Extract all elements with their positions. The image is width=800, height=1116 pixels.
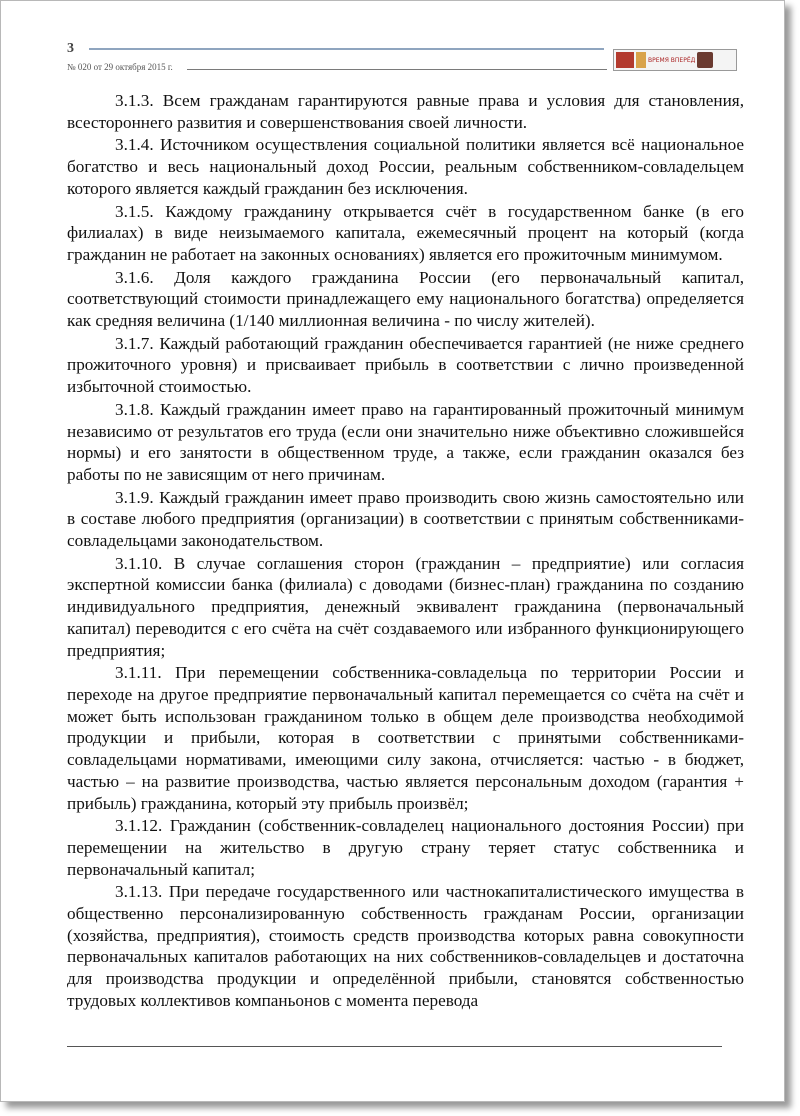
header-subrule (187, 69, 607, 70)
paragraph-3-1-6: 3.1.6. Доля каждого гражданина России (его первоначальный капитал, соответствующий стоимости принадлежащего ему национального богатства) определяется как средняя величина (1/140 миллионная величина - по числу жителей). (67, 267, 744, 331)
paragraph-3-1-9: 3.1.9. Каждый гражданин имеет право производить свою жизнь самостоятельно или в составе любого предприятия (организации) в соответствии с принятым собственниками-совладельцами законодательством. (67, 487, 744, 551)
body-text (67, 90, 744, 1013)
logo-flag-icon (616, 52, 634, 68)
paragraph-3-1-11: 3.1.11. При перемещении собственника-совладельца по территории России и переходе на другое предприятие первоначальный капитал перемещается со счёта на счёт и может быть использован гражданином только в общем деле производства необходимой продукции и прибыли, которая в соответствии с принятыми собственниками-совладельцами нормативами, имеющими силу закона, отчисляется: частью - в бюджет, частью – на развитие производства, частью является персональным доходом (гарантия + прибыль) гражданина, который эту прибыль произвёл; (67, 663, 744, 813)
newspaper-logo (613, 49, 737, 71)
paragraph-3-1-12: 3.1.12. Гражданин (собственник-совладелец национального достояния России) при перемещении на жительство в другую страну теряет статус собственника и первоначальный капитал; (67, 816, 744, 879)
logo-portrait-icon (697, 52, 713, 68)
paragraph-3-1-13: 3.1.13. При передаче государственного или частнокапиталистического имущества в общественно персонализированную собственность гражданам России, организации (хозяйства, предприятия), стоимость средств производства которых равна совокупности первоначальных капиталов работающих на них собственников-совладельцев и достаточна для производства продукции и определённой прибыли, становятся собственностью трудовых коллективов компаньонов с момента перевода (67, 882, 744, 1010)
paragraph-3-1-4: 3.1.4. Источником осуществления социальной политики является всё национальное богатство и весь национальный доход России, реальным собственником-совладельцем которого является каждый гражданин без исключения. (67, 135, 744, 198)
page-number: 3 (67, 41, 74, 56)
paragraph-3-1-7: 3.1.7. Каждый работающий гражданин обеспечивается гарантией (не ниже среднего прожиточного уровня) и присваивает прибыль в соответствии с лично произведенной избыточной стоимостью. (67, 333, 744, 397)
paragraph-3-1-10: 3.1.10. В случае соглашения сторон (гражданин – предприятие) или согласия экспертной комиссии банка (филиала) с доводами (бизнес-план) гражданина по созданию индивидуального предприятия, денежный эквивалент гражданина (первоначальный капитал) переводится с его счёта на счёт создаваемого или избранного функционирующего предприятия; (67, 553, 744, 660)
paragraph-3-1-8: 3.1.8. Каждый гражданин имеет право на гарантированный прожиточный минимум независимо от результатов его труда (если они значительно ниже объективно сложившейся нормы) и его занятости в общественном труде, а также, если гражданин оказался без работы по не зависящим от него причинам. (67, 399, 744, 484)
paragraph-3-1-3: 3.1.3. Всем гражданам гарантируются равные права и условия для становления, всестороннего развития и совершенствования своей личности. (67, 91, 744, 132)
logo-text: ВРЕМЯ ВПЕРЁД (648, 56, 696, 64)
footer-rule (67, 1046, 722, 1047)
paragraph-3-1-5: 3.1.5. Каждому гражданину открывается счёт в государственном банке (в его филиалах) в виде неизымаемого капитала, ежемесячный процент на который (когда гражданин не работает на законных основаниях) является его прожиточным минимумом. (67, 201, 744, 264)
logo-emblem-icon (636, 52, 646, 68)
issue-info: № 020 от 29 октября 2015 г. (67, 62, 173, 72)
header-rule (89, 48, 604, 50)
